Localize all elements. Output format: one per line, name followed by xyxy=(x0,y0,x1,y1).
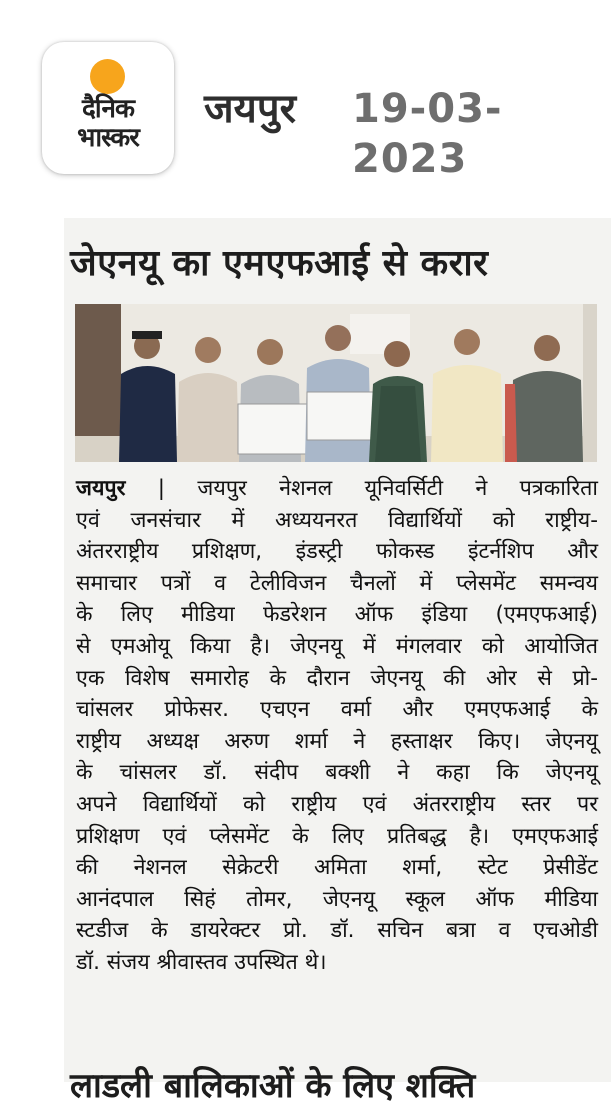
article-line: की नेशनल सेक्रेटरी अमिता शर्मा, स्टेट प्रेसीडेंट xyxy=(76,855,598,881)
article-body xyxy=(76,473,598,979)
article-line: अंतरराष्ट्रीय प्रशिक्षण, इंडस्ट्री फोकस्ड इंटर्नशिप और xyxy=(76,539,598,565)
article-line: एक विशेष समारोह के दौरान जेएनयू की ओर से प्रो- xyxy=(76,665,598,691)
article-line xyxy=(76,473,598,505)
article-line: चांसलर प्रोफेसर. एचएन वर्मा और एमएफआई के xyxy=(76,697,598,723)
article-line: डॉ. संजय श्रीवास्तव उपस्थित थे। xyxy=(76,949,327,975)
next-article-headline: लाडली बालिकाओं के लिए शक्ति xyxy=(70,1066,476,1106)
article-line: एवं जनसंचार में अध्ययनरत विद्यार्थियों को राष्ट्रीय- xyxy=(76,507,598,533)
logo-text-line2: भास्कर xyxy=(77,123,139,153)
edition-city: जयपुर xyxy=(204,86,296,132)
dainik-bhaskar-logo xyxy=(42,42,174,174)
article-photo xyxy=(75,304,597,462)
article-line: के लिए मीडिया फेडरेशन ऑफ इंडिया (एमएफआई) xyxy=(76,602,598,628)
dateline-place: जयपुर xyxy=(76,476,126,501)
article-line: समाचार पत्रों व टेलीविजन चैनलों में प्लेसमेंट समन्वय xyxy=(76,570,598,596)
mou-signing-photo xyxy=(75,304,597,462)
article-line-text: जयपुर नेशनल यूनिवर्सिटी ने पत्रकारिता xyxy=(197,476,598,501)
article-line: से एमओयू किया है। जेएनयू में मंगलवार को आयोजित xyxy=(76,633,598,659)
article-line: के चांसलर डॉ. संदीप बक्शी ने कहा कि जेएनयू xyxy=(76,760,598,786)
article-line: राष्ट्रीय अध्यक्ष अरुण शर्मा ने हस्ताक्षर किए। जेएनयू xyxy=(76,728,598,754)
article-line: स्टडीज के डायरेक्टर प्रो. डॉ. सचिन बत्रा व एचओडी xyxy=(76,918,598,944)
article-line: आनंदपाल सिहं तोमर, जेएनयू स्कूल ऑफ मीडिया xyxy=(76,886,598,912)
article-line: अपने विद्यार्थियों को राष्ट्रीय एवं अंतरराष्ट्रीय स्तर पर xyxy=(76,791,598,817)
publish-date: 19-03-2023 xyxy=(352,86,503,182)
logo-text-line1: दैनिक xyxy=(82,94,134,124)
article-line: प्रशिक्षण एवं प्लेसमेंट के लिए प्रतिबद्ध है। एमएफआई xyxy=(76,823,598,849)
dateline-separator: | xyxy=(157,476,166,501)
article-headline: जेएनयू का एमएफआई से करार xyxy=(70,243,489,284)
sun-icon xyxy=(90,59,125,94)
